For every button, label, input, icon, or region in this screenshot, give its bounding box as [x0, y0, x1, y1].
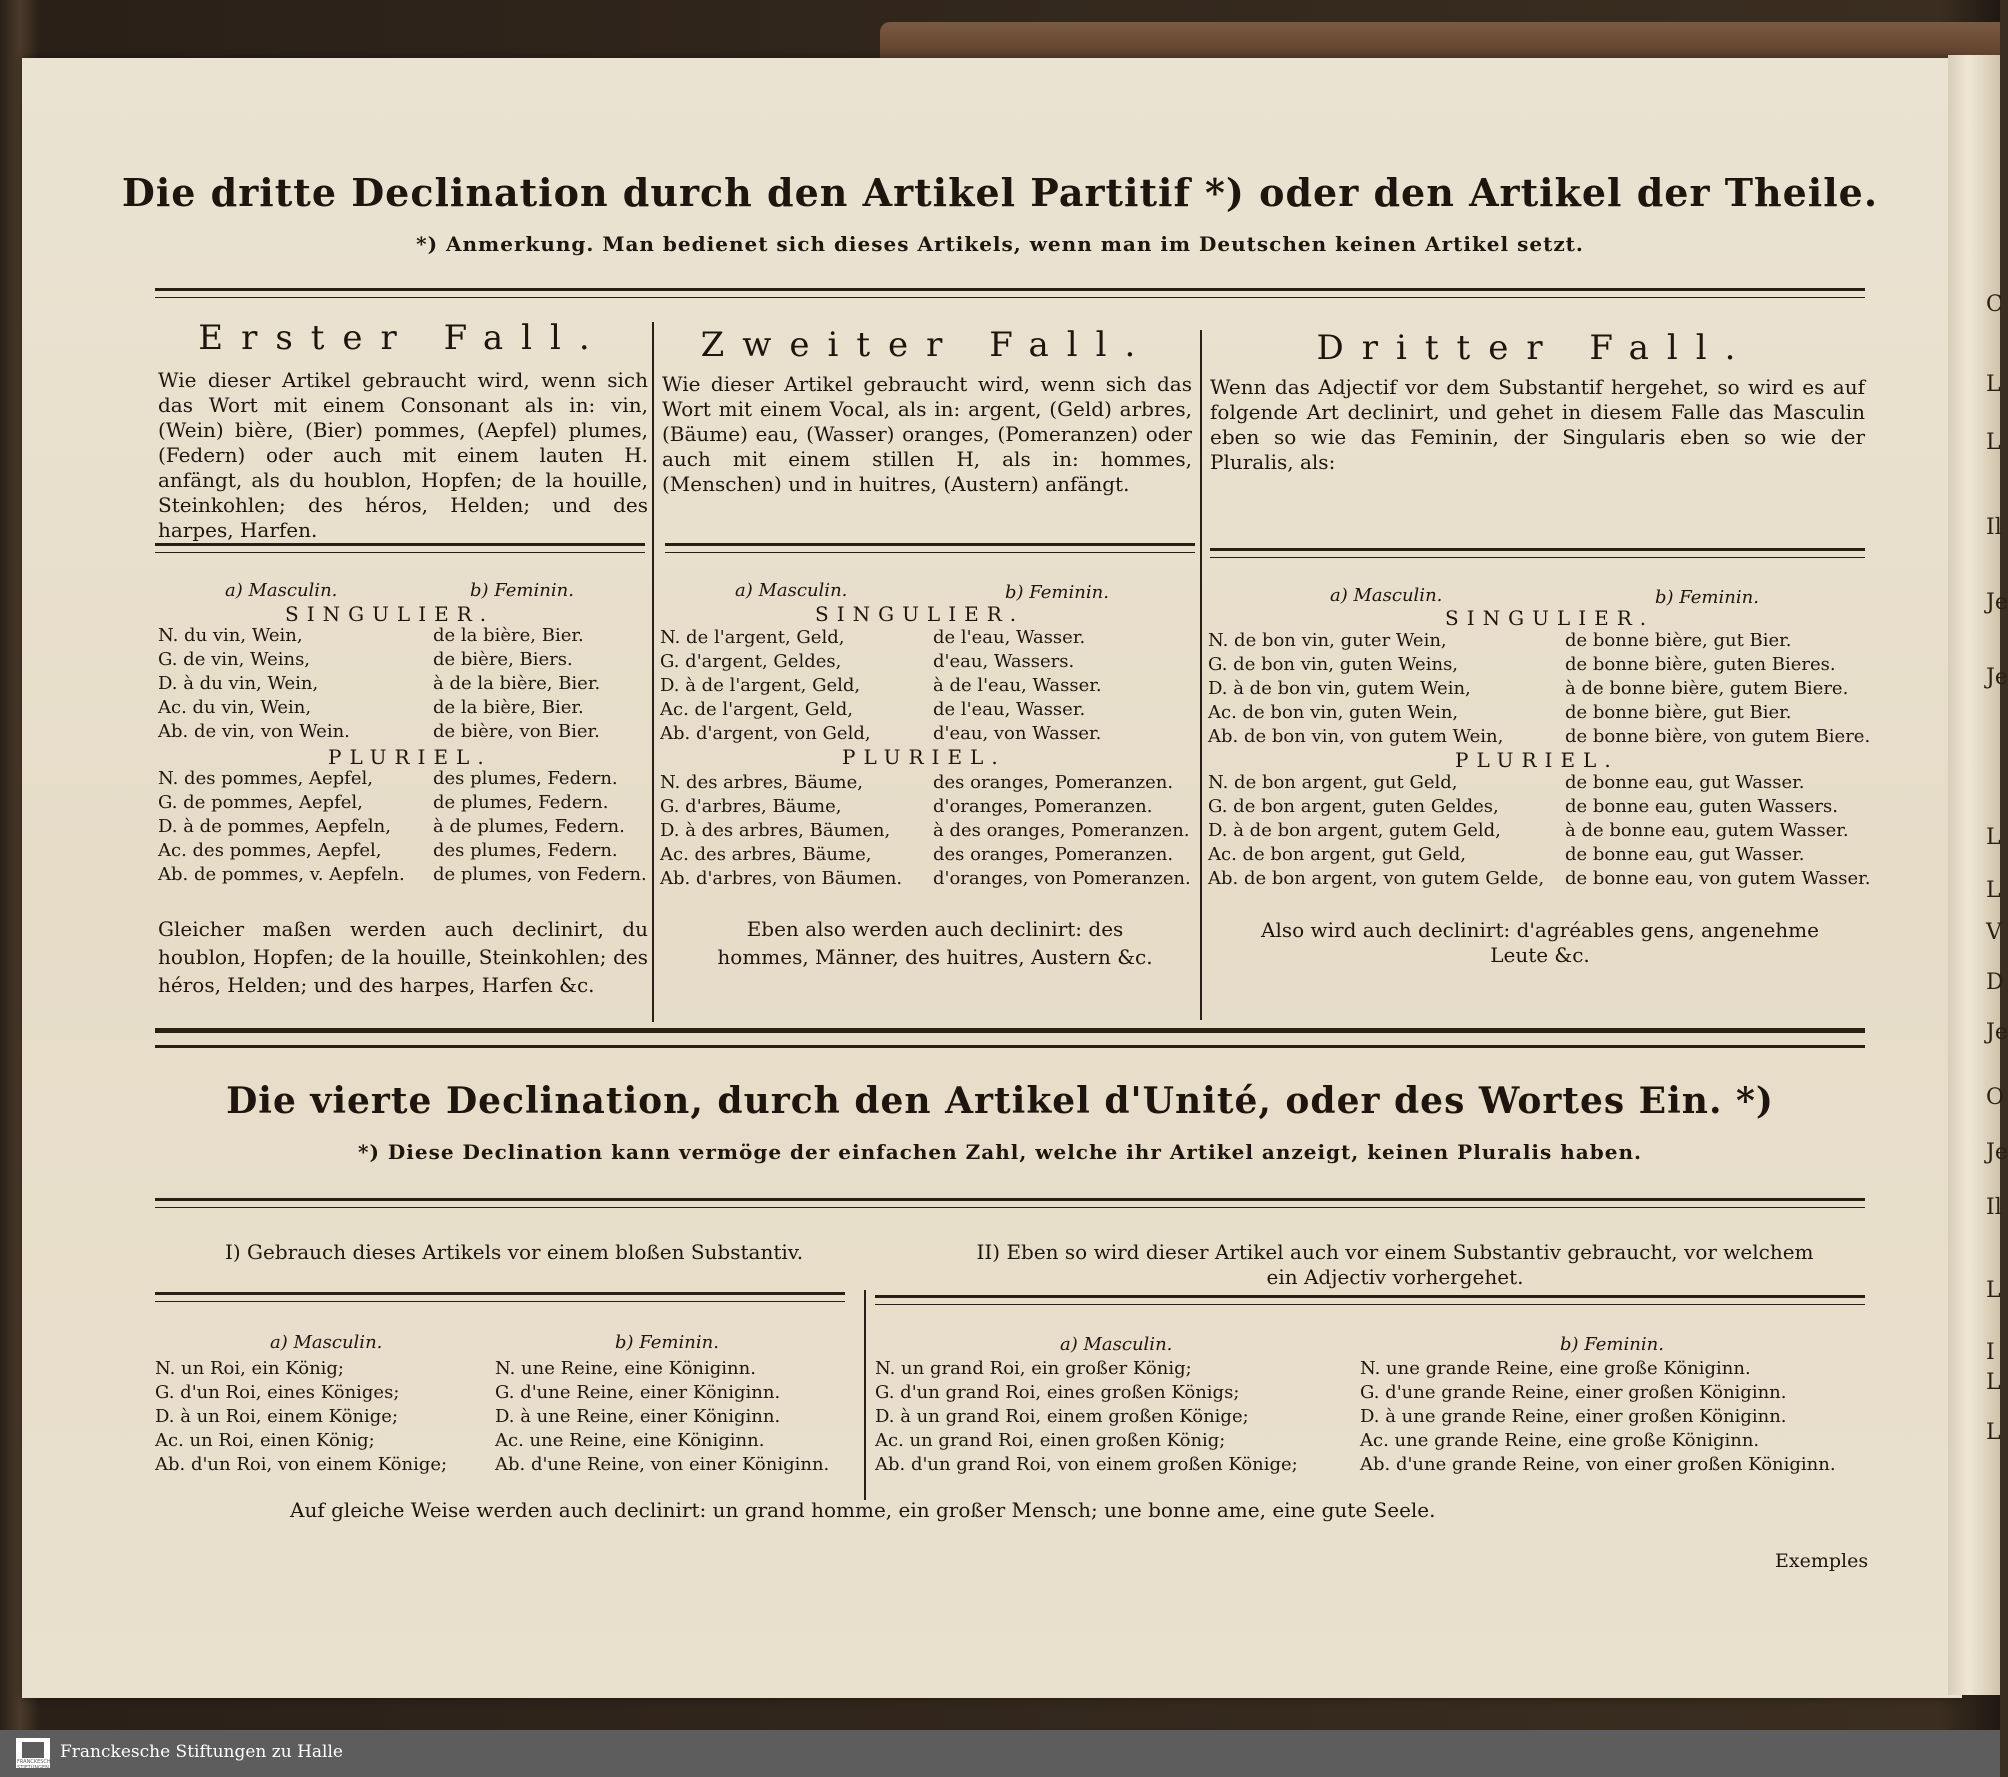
ornament-rule — [155, 288, 1865, 298]
declension-cell: D. à un grand Roi, einem großen Könige; — [875, 1406, 1249, 1427]
declension-cell: Ab. d'arbres, von Bäumen. — [660, 868, 903, 889]
institution-logo — [16, 1738, 54, 1771]
case3-feminin-label: b) Feminin. — [1655, 587, 1759, 608]
margin-letter: L — [1986, 1278, 2001, 1303]
part1-heading: I) Gebrauch dieses Artikels vor einem bloßen Substantiv. — [225, 1240, 804, 1264]
case1-closing: Gleicher maßen werden auch declinirt, du houblon, Hopfen; de la houille, Steinkohlen; des héros, Helden; und des harpes, Harfen &c. — [158, 917, 648, 997]
column-divider — [1200, 330, 1202, 1020]
case1-plural-heading: PLURIEL. — [328, 745, 492, 769]
declension-cell: de bonne bière, gut Bier. — [1565, 630, 1792, 651]
section4-closing: Auf gleiche Weise werden auch declinirt: un grand homme, ein großer Mensch; une bonne ame, eine gute Seele. — [290, 1498, 1436, 1522]
declension-cell: de la bière, Bier. — [433, 697, 584, 718]
declension-cell: N. de l'argent, Geld, — [660, 627, 845, 648]
case2-masculin-label: a) Masculin. — [735, 580, 848, 601]
declension-cell: d'oranges, Pomeranzen. — [933, 796, 1153, 817]
declension-cell: de bonne bière, gut Bier. — [1565, 702, 1792, 723]
declension-cell: Ab. d'argent, von Geld, — [660, 723, 871, 744]
declension-cell: Ab. d'un grand Roi, von einem großen Könige; — [875, 1454, 1298, 1475]
case1-singular-heading: SINGULIER. — [285, 602, 495, 626]
margin-letter: C — [1986, 292, 2003, 317]
case2-plural-heading: PLURIEL. — [842, 745, 1006, 769]
margin-letter: L — [1986, 430, 2001, 455]
case1-feminin-label: b) Feminin. — [470, 580, 574, 601]
margin-letter: I — [1986, 1340, 1995, 1365]
margin-letter: Il — [1986, 1195, 2002, 1220]
ornament-rule — [155, 1292, 845, 1302]
declension-cell: Ab. de vin, von Wein. — [158, 721, 350, 742]
declension-cell: N. un grand Roi, ein großer König; — [875, 1358, 1192, 1379]
declension-cell: à de bonne bière, gutem Biere. — [1565, 678, 1849, 699]
part2-feminin-label: b) Feminin. — [1560, 1334, 1664, 1355]
margin-letter: Je — [1986, 1020, 2008, 1045]
declension-cell: à de l'eau, Wasser. — [933, 675, 1102, 696]
case2-feminin-label: b) Feminin. — [1005, 582, 1109, 603]
declension-cell: Ab. d'une grande Reine, von einer großen Königinn. — [1360, 1454, 1836, 1475]
declension-cell: G. d'un Roi, eines Königes; — [155, 1382, 400, 1403]
declension-cell: G. de bon argent, guten Geldes, — [1208, 796, 1499, 817]
margin-letter: L — [1986, 1420, 2001, 1445]
margin-letter: Il — [1986, 515, 2002, 540]
case3-masculin-label: a) Masculin. — [1330, 585, 1443, 606]
margin-letter: D — [1986, 970, 2004, 995]
declension-cell: de bonne eau, gut Wasser. — [1565, 772, 1805, 793]
case1-heading: Erster Fall. — [198, 318, 608, 358]
declension-cell: de bonne eau, guten Wassers. — [1565, 796, 1838, 817]
part1-feminin-label: b) Feminin. — [615, 1332, 719, 1353]
declension-cell: D. à des arbres, Bäumen, — [660, 820, 891, 841]
declension-cell: Ac. du vin, Wein, — [158, 697, 312, 718]
declension-cell: Ac. de bon vin, guten Wein, — [1208, 702, 1459, 723]
section3-note: *) Anmerkung. Man bedienet sich dieses Artikels, wenn man im Deutschen keinen Artikel setzt. — [416, 232, 1584, 256]
declension-cell: de bière, von Bier. — [433, 721, 600, 742]
declension-cell: Ab. de pommes, v. Aepfeln. — [158, 864, 405, 885]
declension-cell: d'eau, Wassers. — [933, 651, 1075, 672]
margin-letter: L — [1986, 825, 2001, 850]
declension-cell: de la bière, Bier. — [433, 625, 584, 646]
declension-cell: N. de bon vin, guter Wein, — [1208, 630, 1447, 651]
margin-letter: Je — [1986, 590, 2008, 615]
declension-cell: N. de bon argent, gut Geld, — [1208, 772, 1458, 793]
declension-cell: G. d'argent, Geldes, — [660, 651, 842, 672]
declension-cell: de plumes, Federn. — [433, 792, 609, 813]
declension-cell: G. d'arbres, Bäume, — [660, 796, 842, 817]
declension-cell: G. de vin, Weins, — [158, 649, 311, 670]
declension-cell: Ac. un grand Roi, einen großen König; — [875, 1430, 1226, 1451]
column-divider — [652, 322, 654, 1022]
declension-cell: de bonne bière, guten Bieres. — [1565, 654, 1836, 675]
margin-letter: O — [1986, 1085, 2005, 1110]
declension-cell: D. à de l'argent, Geld, — [660, 675, 861, 696]
declension-cell: de bonne bière, von gutem Biere. — [1565, 726, 1871, 747]
case2-singular-heading: SINGULIER. — [815, 602, 1025, 626]
declension-cell: N. un Roi, ein König; — [155, 1358, 344, 1379]
declension-cell: Ab. de bon argent, von gutem Gelde, — [1208, 868, 1545, 889]
case3-paragraph: Wenn das Adjectif vor dem Substantif hergehet, so wird es auf folgende Art declinirt, und gehet in diesem Falle das Masculin eben so wie das Feminin, der Singularis eben so wie der Pluralis, als: — [1210, 375, 1865, 474]
case1-masculin-label: a) Masculin. — [225, 580, 338, 601]
declension-cell: Ab. d'un Roi, von einem Könige; — [155, 1454, 448, 1475]
ornament-rule — [155, 543, 645, 553]
margin-letter: Je — [1986, 1140, 2008, 1165]
margin-letter: L — [1986, 878, 2001, 903]
declension-cell: G. de bon vin, guten Weins, — [1208, 654, 1459, 675]
declension-cell: G. d'une grande Reine, einer großen Königinn. — [1360, 1382, 1787, 1403]
institution-name: Franckesche Stiftungen zu Halle — [60, 1742, 343, 1762]
margin-letter: L — [1986, 372, 2001, 397]
declension-cell: D. à de bon argent, gutem Geld, — [1208, 820, 1501, 841]
declension-cell: Ac. des arbres, Bäume, — [660, 844, 872, 865]
declension-cell: N. une grande Reine, eine große Königinn. — [1360, 1358, 1751, 1379]
declension-cell: des oranges, Pomeranzen. — [933, 772, 1174, 793]
declension-cell: Ac. une Reine, eine Königinn. — [495, 1430, 765, 1451]
case3-singular-heading: SINGULIER. — [1445, 606, 1655, 630]
declension-cell: des plumes, Federn. — [433, 768, 618, 789]
ornament-rule — [665, 543, 1195, 553]
margin-letter: L — [1986, 1370, 2001, 1395]
declension-cell: de bière, Biers. — [433, 649, 573, 670]
declension-cell: N. du vin, Wein, — [158, 625, 303, 646]
declension-cell: Ab. d'une Reine, von einer Königinn. — [495, 1454, 830, 1475]
column-divider — [864, 1290, 866, 1500]
logo-emblem-icon — [22, 1742, 44, 1758]
section4-title: Die vierte Declination, durch den Artikel d'Unité, oder des Wortes Ein. *) — [226, 1080, 1774, 1122]
catchword: Exemples — [1775, 1550, 1869, 1572]
declension-cell: de bonne eau, gut Wasser. — [1565, 844, 1805, 865]
case3-heading: Dritter Fall. — [1316, 328, 1754, 368]
declension-cell: des oranges, Pomeranzen. — [933, 844, 1174, 865]
case3-plural-heading: PLURIEL. — [1455, 748, 1619, 772]
declension-cell: de bonne eau, von gutem Wasser. — [1565, 868, 1871, 889]
case2-closing: Eben also werden auch declinirt: des hommes, Männer, des huitres, Austern &c. — [717, 917, 1153, 969]
declension-cell: G. d'une Reine, einer Königinn. — [495, 1382, 781, 1403]
declension-cell: des plumes, Federn. — [433, 840, 618, 861]
declension-cell: G. de pommes, Aepfel, — [158, 792, 363, 813]
declension-cell: Ac. de bon argent, gut Geld, — [1208, 844, 1466, 865]
declension-cell: de plumes, von Federn. — [433, 864, 647, 885]
declension-cell: D. à de bon vin, gutem Wein, — [1208, 678, 1471, 699]
declension-cell: G. d'un grand Roi, eines großen Königs; — [875, 1382, 1240, 1403]
case3-closing: Also wird auch declinirt: d'agréables gens, angenehme Leute &c. — [1261, 918, 1819, 967]
part1-masculin-label: a) Masculin. — [270, 1332, 383, 1353]
case2-heading: Zweiter Fall. — [700, 325, 1154, 365]
declension-cell: à de bonne eau, gutem Wasser. — [1565, 820, 1849, 841]
ornament-rule — [1210, 548, 1865, 558]
declension-cell: Ac. un Roi, einen König; — [155, 1430, 375, 1451]
declension-cell: D. à du vin, Wein, — [158, 673, 319, 694]
part2-heading: II) Eben so wird dieser Artikel auch vor einem Substantiv gebraucht, vor welchem ein Adjectiv vorhergehet. — [976, 1240, 1814, 1289]
declension-cell: N. des pommes, Aepfel, — [158, 768, 373, 789]
declension-cell: D. à une Reine, einer Königinn. — [495, 1406, 781, 1427]
margin-letter: Je — [1986, 665, 2008, 690]
section3-title: Die dritte Declination durch den Artikel Partitif *) oder den Artikel der Theile. — [121, 170, 1879, 215]
ornament-rule — [155, 1198, 1865, 1208]
declension-cell: de l'eau, Wasser. — [933, 627, 1086, 648]
declension-cell: d'eau, von Wasser. — [933, 723, 1102, 744]
declension-cell: Ac. une grande Reine, eine große Königinn. — [1360, 1430, 1760, 1451]
declension-cell: d'oranges, von Pomeranzen. — [933, 868, 1191, 889]
declension-cell: Ab. de bon vin, von gutem Wein, — [1208, 726, 1504, 747]
declension-cell: N. une Reine, eine Königinn. — [495, 1358, 756, 1379]
case1-paragraph: Wie dieser Artikel gebraucht wird, wenn sich das Wort mit einem Consonant als in: vin, (Wein) bière, (Bier) pommes, (Aepfel) plumes, (Federn) oder auch mit einem lauten H. anfängt, als du houblon, Hopfen; de la houille, Steinkohlen; des héros, Helden; und des harpes, Harfen. — [158, 368, 648, 542]
logo-text: FRANCKESCHE STIFTUNGEN — [17, 1759, 54, 1771]
footer-bar — [0, 1730, 2000, 1777]
part2-masculin-label: a) Masculin. — [1060, 1334, 1173, 1355]
declension-cell: N. des arbres, Bäume, — [660, 772, 863, 793]
declension-cell: à de la bière, Bier. — [433, 673, 601, 694]
declension-cell: Ac. de l'argent, Geld, — [660, 699, 853, 720]
section4-note: *) Diese Declination kann vermöge der einfachen Zahl, welche ihr Artikel anzeigt, keinen Pluralis haben. — [358, 1140, 1642, 1164]
declension-cell: D. à une grande Reine, einer großen Königinn. — [1360, 1406, 1787, 1427]
margin-letter: V — [1986, 920, 2002, 945]
declension-cell: à de plumes, Federn. — [433, 816, 625, 837]
ornament-rule — [875, 1295, 1865, 1305]
case2-paragraph: Wie dieser Artikel gebraucht wird, wenn sich das Wort mit einem Vocal, als in: argent, (Geld) arbres, (Bäume) eau, (Wasser) oranges, (Pomeranzen) oder auch mit einem stillen H, als in: hommes, (Menschen) und in huitres, (Austern) anfängt. — [662, 372, 1192, 496]
declension-cell: Ac. des pommes, Aepfel, — [158, 840, 382, 861]
declension-cell: de l'eau, Wasser. — [933, 699, 1086, 720]
section-divider — [155, 1028, 1865, 1048]
declension-cell: D. à un Roi, einem Könige; — [155, 1406, 399, 1427]
declension-cell: D. à de pommes, Aepfeln, — [158, 816, 391, 837]
declension-cell: à des oranges, Pomeranzen. — [933, 820, 1190, 841]
